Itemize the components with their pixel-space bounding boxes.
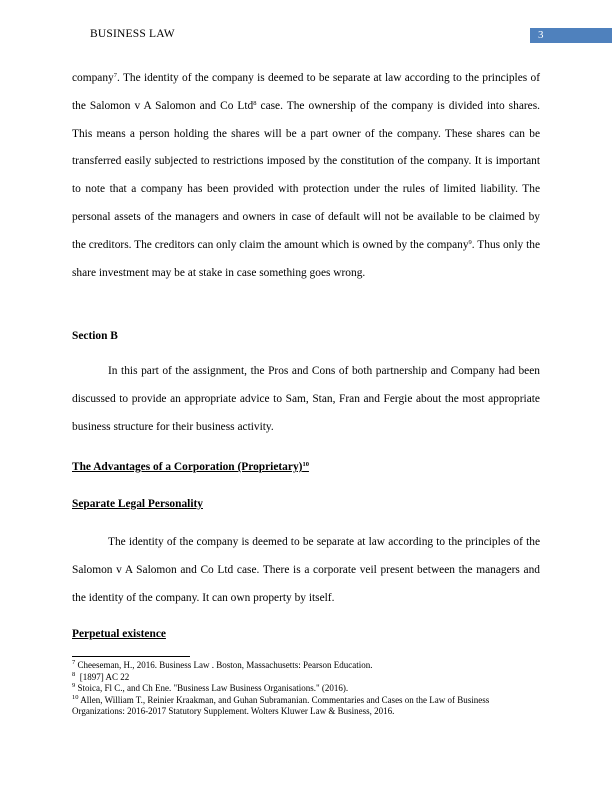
footnote-divider <box>72 656 190 657</box>
footnote-text: Stoica, Fl C., and Ch Ene. "Business Law Business Organisations." (2016). <box>75 683 349 694</box>
footnote-text: Allen, William T., Reinier Kraakman, and Guhan Subramanian. Commentaries and Cases on the Law of Business Organizations: 2016-2017 Statutory Supplement. Wolters Kluwer Law & Business, 2016. <box>72 694 490 717</box>
footnote <box>72 683 540 695</box>
footnote-ref[interactable]: 10 <box>302 461 309 468</box>
footnote-ref[interactable]: 9 <box>468 238 472 246</box>
separate-legal-personality-paragraph: The identity of the company is deemed to be separate at law according to the principles of the Salomon v A Salomon and Co Ltd case. There is a corporate veil present between the managers and the identity of the company. It can own property by itself. <box>72 536 540 604</box>
paragraph-company-identity <box>72 65 540 287</box>
footnote-number: 9 <box>72 682 76 690</box>
footnote-number: 8 <box>72 670 76 678</box>
paragraph-text: company <box>72 72 114 84</box>
footnote <box>72 660 540 672</box>
footnote-ref[interactable]: 8 <box>253 99 257 107</box>
footnote-text: [1897] AC 22 <box>75 671 130 682</box>
page-number: 3 <box>538 29 544 41</box>
page-number-badge <box>530 28 612 43</box>
paragraph-text: . The identity of the company is deemed to be separate at law according to the principles of the Salomon v A Salomon and Co Ltd <box>72 72 540 112</box>
footnote-number: 7 <box>72 659 76 666</box>
section-b-heading: Section B <box>72 330 118 342</box>
footnote-text: Cheeseman, H., 2016. Business Law . Boston, Massachusetts: Pearson Education. <box>75 660 373 670</box>
paragraph-text: . Thus only the share investment may be at stake in case something goes wrong. <box>72 238 540 279</box>
advantages-heading-text: The Advantages of a Corporation (Proprietary) <box>72 461 303 473</box>
footnote-number: 10 <box>72 693 79 701</box>
perpetual-existence-heading: Perpetual existence <box>72 628 166 640</box>
advantages-heading <box>72 461 309 473</box>
section-b-paragraph: In this part of the assignment, the Pros and Cons of both partnership and Company had been discussed to provide an appropriate advice to Sam, Stan, Fran and Fergie about the most appropriate business structure for their business activity. <box>72 365 540 433</box>
paragraph-text: case. The ownership of the company is divided into shares. This means a person holding the shares will be a part owner of the company. These shares can be transferred easily subjected to restrictions imposed by the constitution of the company. It is important to note that a company has been provided with protection under the rules of limited liability. The personal assets of the managers and owners in case of default will not be available to be claimed by the creditors. The creditors can only claim the amount which is owned by the company <box>72 99 540 251</box>
footnote <box>72 672 540 684</box>
footnotes <box>72 660 540 718</box>
footnote <box>72 695 540 718</box>
separate-legal-personality-heading: Separate Legal Personality <box>72 498 203 510</box>
running-header: BUSINESS LAW <box>90 28 175 40</box>
footnote-ref[interactable]: 7 <box>113 72 118 79</box>
